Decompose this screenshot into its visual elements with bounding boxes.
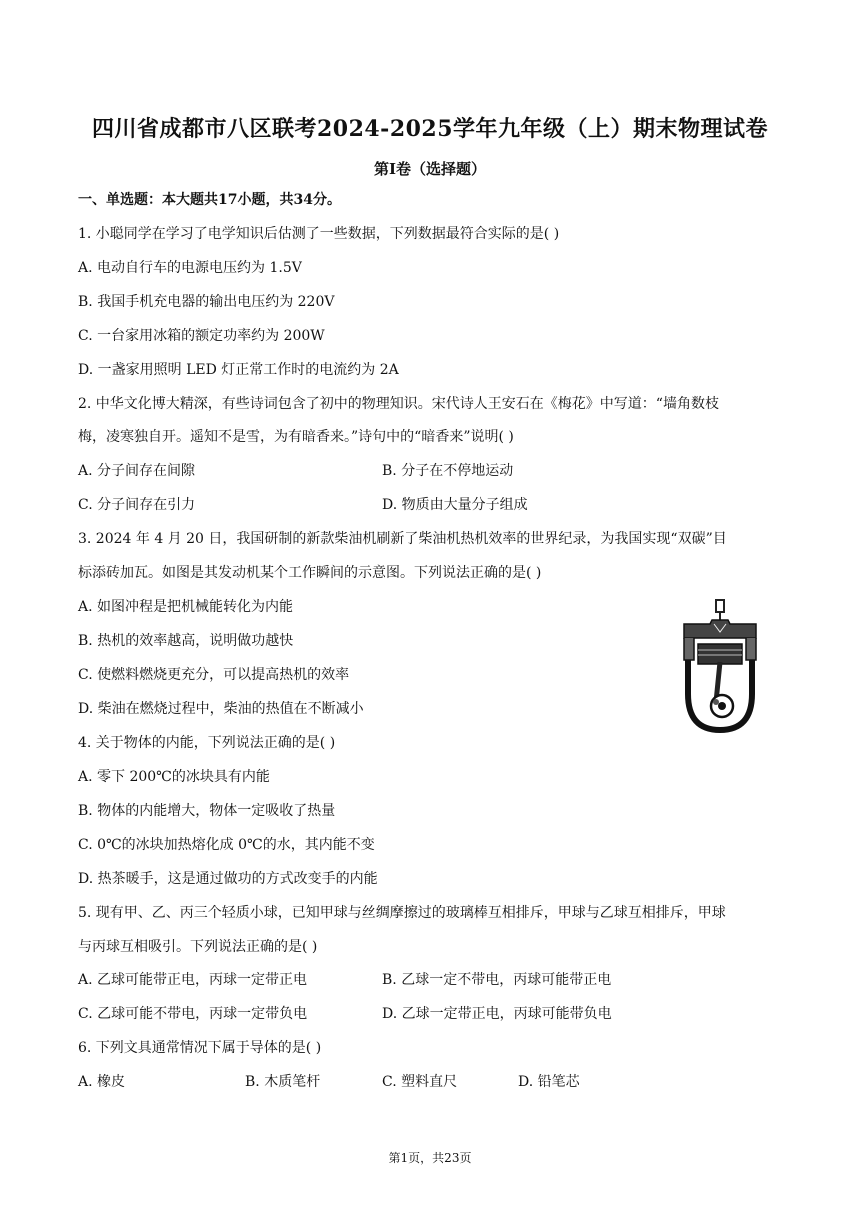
question-6-option-d: D. 铅笔芯: [518, 1074, 580, 1090]
question-5-option-a: A. 乙球可能带正电，丙球一定带正电: [78, 972, 308, 988]
question-2-option-b: B. 分子在不停地运动: [382, 463, 514, 479]
section-heading: 一、单选题：本大题共17小题，共34分。: [78, 192, 341, 208]
question-6-option-c: C. 塑料直尺: [382, 1074, 458, 1090]
question-6-stem: 6. 下列文具通常情况下属于导体的是( ): [78, 1040, 322, 1056]
question-2-option-a: A. 分子间存在间隙: [78, 463, 196, 479]
question-5-option-d: D. 乙球一定带正电，丙球可能带负电: [382, 1006, 612, 1022]
question-5-stem-line1: 5. 现有甲、乙、丙三个轻质小球，已知甲球与丝绸摩擦过的玻璃棒互相排斥，甲球与乙球互相排斥，甲球: [78, 905, 726, 921]
question-3-option-a: A. 如图冲程是把机械能转化为内能: [78, 599, 294, 615]
question-3-stem-line1: 3. 2024 年 4 月 20 日，我国研制的新款柴油机刷新了柴油机热机效率的世界纪录，为我国实现“双碳”目: [78, 531, 727, 547]
question-5-option-b: B. 乙球一定不带电，丙球可能带正电: [382, 972, 612, 988]
question-6-option-b: B. 木质笔杆: [245, 1074, 321, 1090]
question-5-stem-line2: 与丙球互相吸引。下列说法正确的是( ): [78, 939, 318, 955]
question-1-option-a: A. 电动自行车的电源电压约为 1.5V: [78, 260, 302, 276]
question-4-option-c: C. 0℃的冰块加热熔化成 0℃的水，其内能不变: [78, 837, 375, 853]
question-3-option-c: C. 使燃料燃烧更充分，可以提高热机的效率: [78, 667, 350, 683]
question-1-option-b: B. 我国手机充电器的输出电压约为 220V: [78, 294, 335, 310]
question-1-option-d: D. 一盏家用照明 LED 灯正常工作时的电流约为 2A: [78, 362, 399, 378]
question-4-stem: 4. 关于物体的内能，下列说法正确的是( ): [78, 735, 336, 751]
diesel-engine-diagram-icon: [680, 598, 760, 734]
question-2-stem-line2: 梅，凌寒独自开。遥知不是雪，为有暗香来。”诗句中的“暗香来”说明( ): [78, 429, 514, 445]
page-footer: 第1页，共23页: [388, 1151, 472, 1165]
question-5-option-c: C. 乙球可能不带电，丙球一定带负电: [78, 1006, 308, 1022]
question-4-option-a: A. 零下 200℃的冰块具有内能: [78, 769, 270, 785]
question-2-option-d: D. 物质由大量分子组成: [382, 497, 528, 513]
question-6-option-a: A. 橡皮: [78, 1074, 126, 1090]
question-4-option-d: D. 热茶暖手，这是通过做功的方式改变手的内能: [78, 871, 378, 887]
question-3-stem-line2: 标添砖加瓦。如图是其发动机某个工作瞬间的示意图。下列说法正确的是( ): [78, 565, 542, 581]
page-subtitle: 第Ⅰ卷（选择题）: [373, 160, 487, 178]
question-1-option-c: C. 一台家用冰箱的额定功率约为 200W: [78, 328, 325, 344]
page-title: 四川省成都市八区联考2024-2025学年九年级（上）期末物理试卷: [91, 116, 769, 142]
question-3-option-d: D. 柴油在燃烧过程中，柴油的热值在不断减小: [78, 701, 364, 717]
question-1-stem: 1. 小聪同学在学习了电学知识后估测了一些数据，下列数据最符合实际的是( ): [78, 226, 560, 242]
question-3-option-b: B. 热机的效率越高，说明做功越快: [78, 633, 294, 649]
question-4-option-b: B. 物体的内能增大，物体一定吸收了热量: [78, 803, 336, 819]
question-2-option-c: C. 分子间存在引力: [78, 497, 196, 513]
question-2-stem-line1: 2. 中华文化博大精深，有些诗词包含了初中的物理知识。宋代诗人王安石在《梅花》中写道：“墙角数枝: [78, 396, 719, 412]
